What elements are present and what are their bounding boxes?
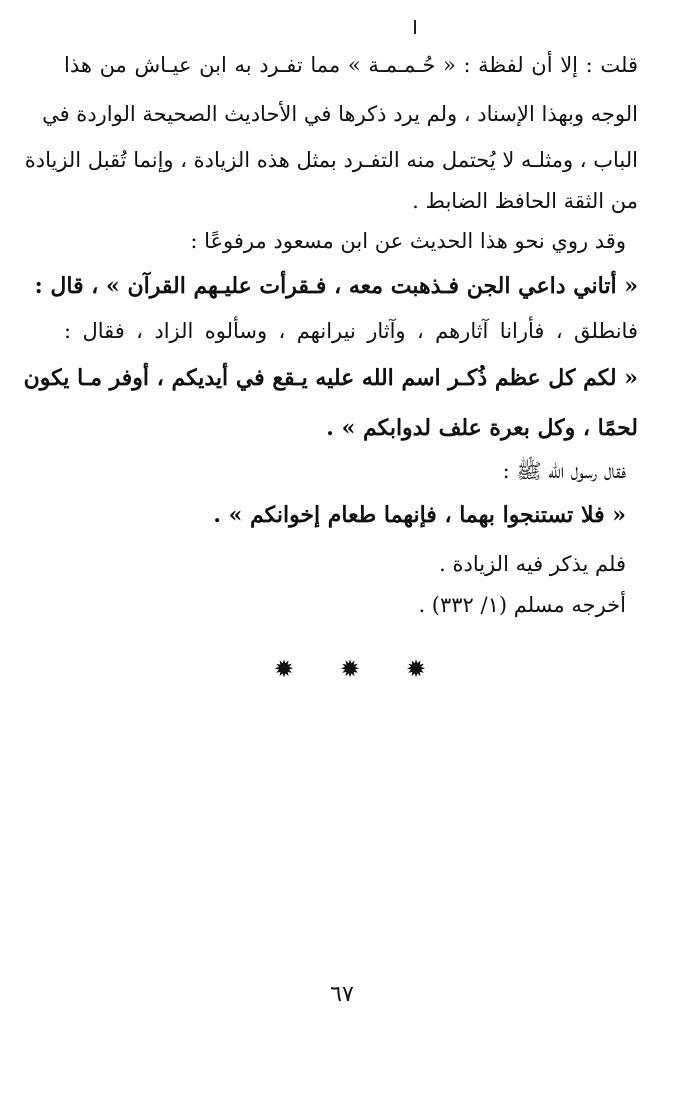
- hadith-line-4: « فلا تستنجوا بهما ، فإنهما طعام إخوانكم » .: [213, 502, 626, 528]
- citation-line: أخرجه مسلم (١/ ٣٣٢) .: [418, 593, 626, 617]
- text-line-1: قلت : إلا أن لفظة : « حُـمـمـة » مما تفـرد به ابن عيـاش من هذا: [64, 53, 638, 77]
- hadith-line-3: لحمًا ، وكل بعرة علف لدوابكم » .: [326, 415, 638, 441]
- text-line-4: من الثقة الحافظ الضابط .: [412, 189, 638, 213]
- star-ornament-icon: ✹: [405, 655, 427, 683]
- text-line-2: الوجه وبهذا الإسناد ، ولم يرد ذكرها في الأحاديث الصحيحة الواردة في: [42, 102, 638, 126]
- text-line-8: فلم يذكر فيه الزيادة .: [439, 552, 626, 576]
- hadith-line-2: « لكم كل عظم ذُكـر اسم الله عليه يـقع في أيديكم ، أوفر مـا يكون: [23, 365, 638, 391]
- text-line-6: فانطلق ، فأرانا آثارهم ، وآثار نيرانهم ، وسألوه الزاد ، فقال :: [64, 319, 638, 343]
- top-margin-mark: [414, 20, 420, 34]
- text-line-3: الباب ، ومثلـه لا يُحتمل منه التفـرد بمثل هذه الزيادة ، وإنما تُقبل الزيادة: [24, 148, 638, 172]
- page-number: ٦٧: [330, 982, 354, 1007]
- star-ornament-icon: ✹: [339, 655, 361, 683]
- hadith-line-1: « أتاني داعي الجن فـذهبت معه ، فـقرأت عليـهم القرآن » ، قال :: [34, 273, 638, 299]
- star-ornament-icon: ✹: [273, 655, 295, 683]
- text-line-7: فقال رسول الله ﷺ :: [502, 459, 626, 483]
- section-separator: [270, 654, 430, 684]
- text-line-5: وقد روي نحو هذا الحديث عن ابن مسعود مرفوعًا :: [190, 229, 626, 253]
